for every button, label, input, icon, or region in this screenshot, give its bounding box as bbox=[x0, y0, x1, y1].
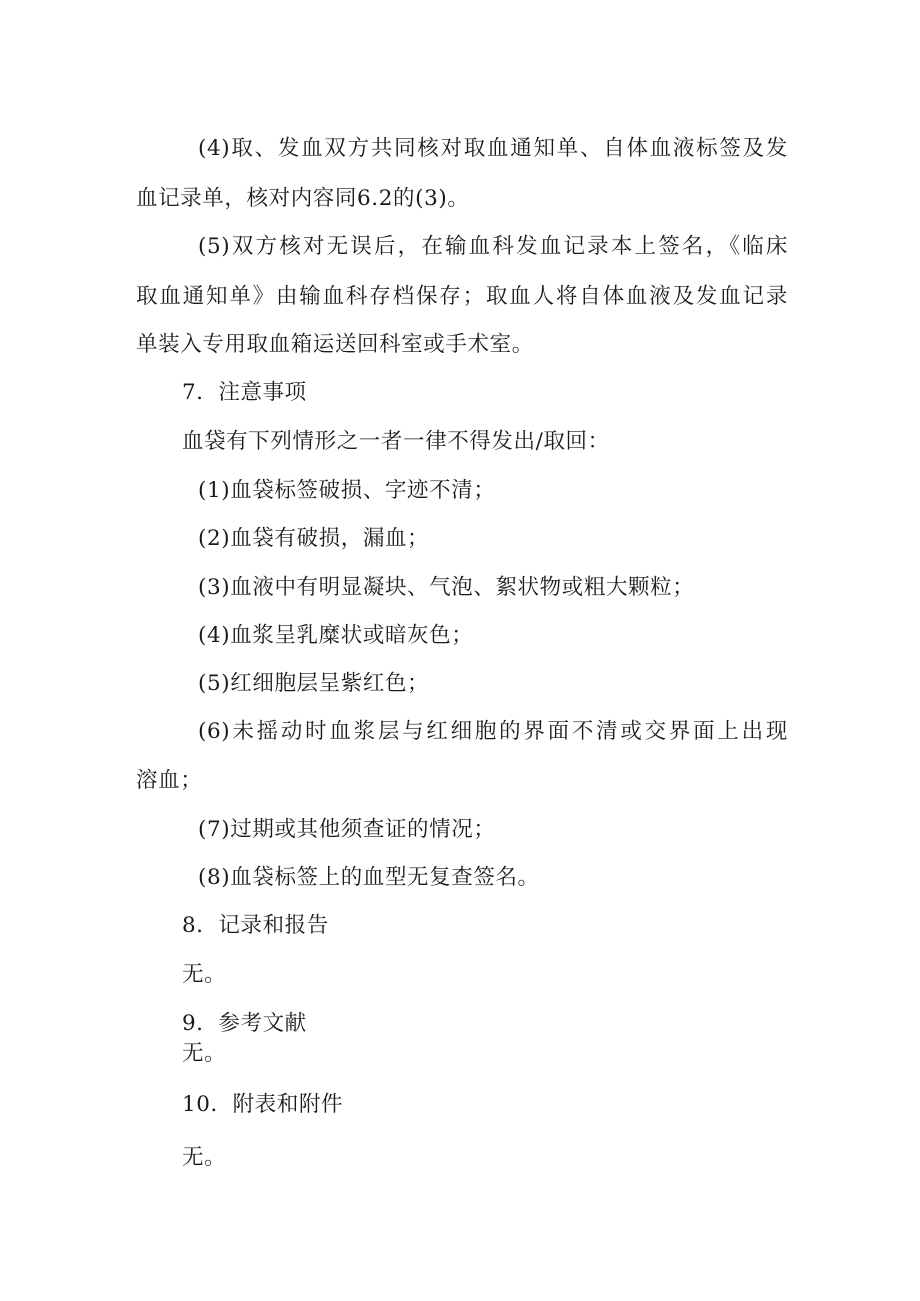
list-item: (2)血袋有破损，漏血； bbox=[198, 526, 430, 551]
section-7-intro: 血袋有下列情形之一者一律不得发出/取回： bbox=[182, 429, 610, 454]
list-item: (8)血袋标签上的血型无复查签名。 bbox=[198, 865, 540, 890]
paragraph-4-line-1: (4)取、发血双方共同核对取血通知单、自体血液标签及发 bbox=[198, 136, 788, 161]
paragraph-5-line-2: 取血通知单》由输血科存档保存；取血人将自体血液及发血记录 bbox=[136, 284, 788, 309]
section-8-body: 无。 bbox=[182, 962, 227, 987]
section-9-heading: 9．参考文献 bbox=[182, 1011, 307, 1036]
section-10-body: 无。 bbox=[182, 1145, 227, 1170]
paragraph-5-line-3: 单装入专用取血箱运送回科室或手术室。 bbox=[136, 332, 534, 357]
list-item: (4)血浆呈乳糜状或暗灰色； bbox=[198, 623, 474, 648]
paragraph-5-line-1: (5)双方核对无误后，在输血科发血记录本上签名，《临床 bbox=[198, 234, 788, 259]
list-item: (7)过期或其他须查证的情况； bbox=[198, 817, 496, 842]
section-8-heading: 8．记录和报告 bbox=[182, 913, 329, 938]
list-item: (6)未摇动时血浆层与红细胞的界面不清或交界面上出现 bbox=[198, 719, 788, 744]
section-9-body: 无。 bbox=[182, 1041, 227, 1066]
section-10-heading: 10．附表和附件 bbox=[182, 1092, 344, 1117]
list-item: (3)血液中有明显凝块、气泡、絮状物或粗大颗粒； bbox=[198, 575, 695, 600]
paragraph-4-line-2: 血记录单，核对内容同6.2的(3)。 bbox=[136, 186, 470, 211]
list-item: (1)血袋标签破损、字迹不清； bbox=[198, 478, 496, 503]
section-7-heading: 7．注意事项 bbox=[182, 380, 307, 405]
list-item: (5)红细胞层呈紫红色； bbox=[198, 671, 430, 696]
list-item-continuation: 溶血； bbox=[136, 768, 203, 793]
